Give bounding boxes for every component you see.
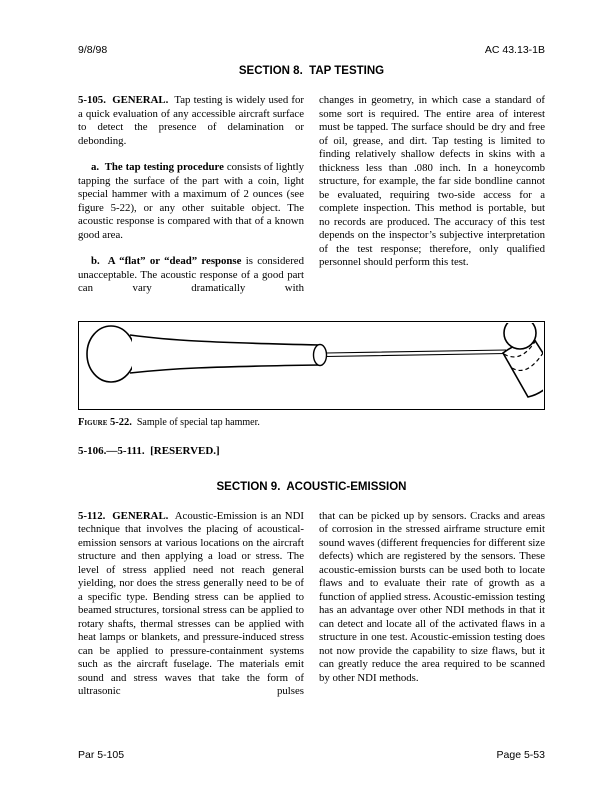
tap-hammer-illustration bbox=[80, 323, 543, 407]
page-header bbox=[78, 44, 545, 56]
section-9-right-column bbox=[319, 510, 545, 712]
reserved-paragraphs-heading: 5-106.—5-111. [RESERVED.] bbox=[78, 444, 220, 457]
section-9-left-column bbox=[78, 510, 304, 712]
paragraph-5-105-lead: 5-105. GENERAL. bbox=[78, 94, 169, 106]
paragraph-5-112-continuation: that can be picked up by sensors. Cracks and areas of corrosion in the stressed airframe structure emit sound waves (different frequencies for different size defects) which are registered by the sensors. These acoustic-emission bursts can be used both to locate flaws and to evaluate their rate of growth as a function of applied stress. Acoustic-emission testing has an advantage over other NDI methods in that it can detect and locate all of the activated flaws in a structure in one test. Acoustic-emission testing does not now provide the capability to size flaws, but it can greatly reduce the area required to be scanned by other NDI methods. bbox=[319, 509, 545, 684]
paragraph-5-105 bbox=[78, 94, 304, 148]
hammer-grip-ball bbox=[87, 326, 135, 382]
hammer-head-ball bbox=[504, 323, 536, 349]
section-9-title: SECTION 9. ACOUSTIC-EMISSION bbox=[216, 480, 407, 493]
hammer-wire-shaft bbox=[326, 350, 506, 357]
paragraph-5-112-text: Acoustic-Emission is an NDI technique that involves the placing of acoustical-emission sensors at various locations on the aircraft structure and then applying a load or stress. The level of stress applied need not reach general yielding, nor does the stress generally need to be of a specific type. Bending stress can be applied to beamed structures, torsional stress can be applied to rotary shafts, thermal stresses can be applied with heat lamps or blankets, and pressure-induced stress can be applied to pressure-containment systems such as the aircraft fuselage. The materials emit sound and stress waves that take the form of ultrasonic pulses bbox=[78, 509, 304, 697]
section-8-title: SECTION 8. TAP TESTING bbox=[238, 65, 385, 77]
header-doc-number: AC 43.13-1B bbox=[484, 44, 545, 56]
paragraph-a bbox=[78, 161, 304, 242]
figure-5-22-caption bbox=[78, 417, 545, 428]
section-9-columns bbox=[78, 510, 545, 712]
paragraph-b-text: is considered unacceptable. The acoustic response of a good part can vary dramatically with bbox=[78, 255, 304, 294]
paragraph-5-112 bbox=[78, 510, 304, 699]
section-8-right-column bbox=[319, 94, 545, 309]
figure-caption-text: Sample of special tap hammer. bbox=[131, 416, 260, 428]
footer-page-number: Page 5-53 bbox=[496, 749, 545, 761]
footer-paragraph-ref: Par 5-105 bbox=[78, 749, 125, 761]
section-8-columns bbox=[78, 94, 545, 309]
page-footer bbox=[78, 749, 545, 761]
paragraph-b-lead: b. A “flat” or “dead” response bbox=[91, 255, 242, 267]
header-date: 9/8/98 bbox=[78, 44, 108, 56]
paragraph-a-lead: a. The tap testing procedure bbox=[91, 161, 224, 173]
hammer-handle-end-cap bbox=[314, 344, 327, 365]
paragraph-5-112-lead: 5-112. GENERAL. bbox=[78, 509, 169, 522]
section-8-left-column bbox=[78, 94, 304, 309]
paragraph-a-text: consists of lightly tapping the surface of the part with a coin, light special hammer with a maximum of 2 ounces (see figure 5-22), or any other suitable object. The acoustic response is compared with that of a known good area. bbox=[78, 161, 304, 241]
paragraph-5-105-text: Tap testing is widely used for a quick evaluation of any accessible aircraft surface to detect the presence of delamination or debonding. bbox=[78, 94, 304, 147]
figure-caption-label: Figure 5-22. bbox=[78, 416, 132, 428]
paragraph-b bbox=[78, 255, 304, 296]
paragraph-b-continuation: changes in geometry, in which case a standard of some sort is required. The entire area of interest must be tapped. The surface should be dry and free of oil, grease, and dirt. Tap testing is limited to finding relatively shallow defects in skins with a thickness less than .080 inch. In a honeycomb structure, for example, the far side bondline cannot be evaluated, requiring two-side access for a complete inspection. This method is portable, but no records are produced. The accuracy of this test depends on the inspector’s subjective interpretation of the test response; therefore, only qualified personnel should perform this test. bbox=[319, 94, 545, 268]
figure-5-22-box bbox=[78, 321, 545, 410]
